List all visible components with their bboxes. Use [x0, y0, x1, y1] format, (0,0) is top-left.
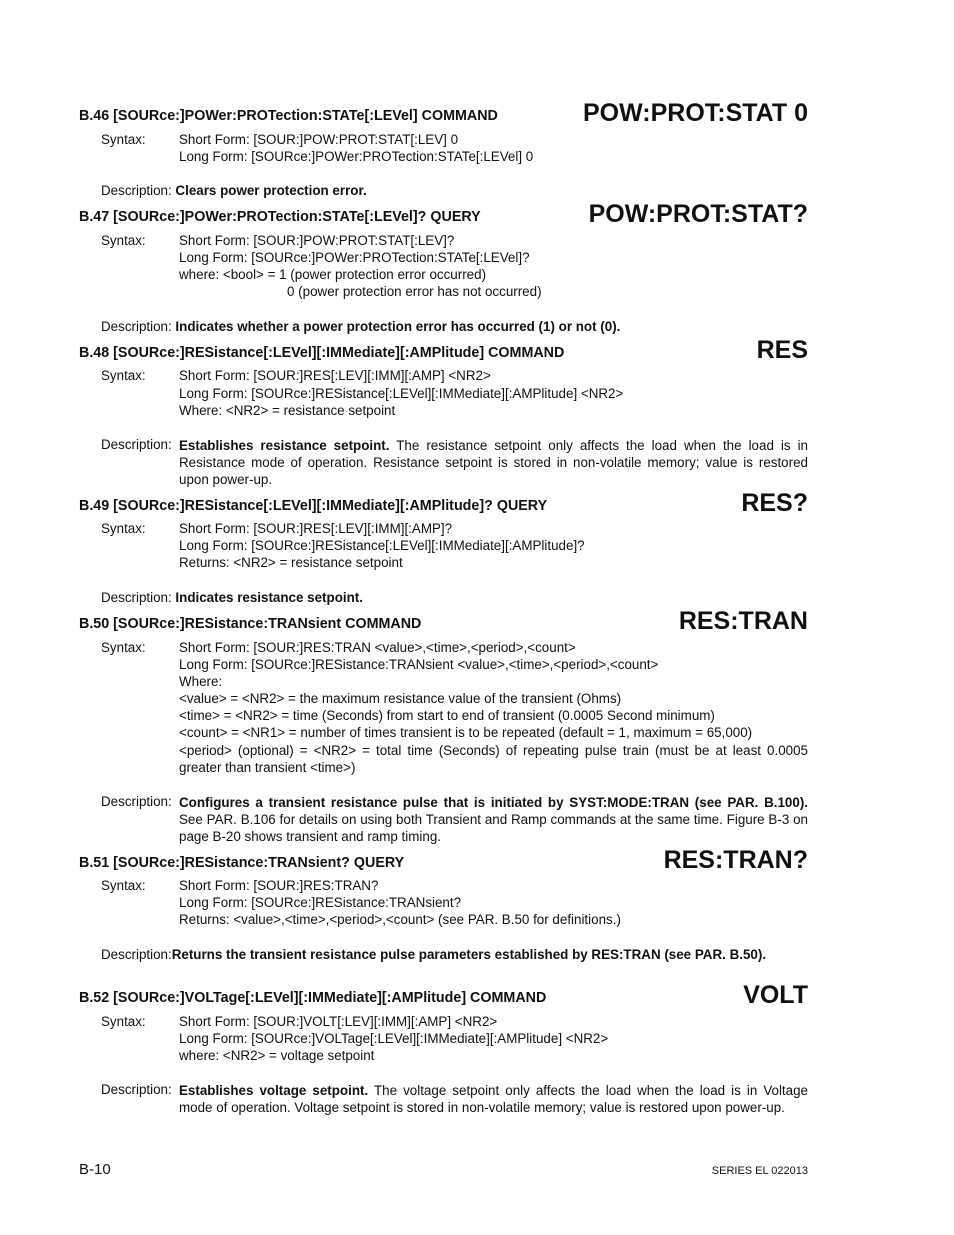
description — [179, 1082, 808, 1116]
description — [179, 794, 808, 846]
syntax-line: Long Form: [SOURce:]POWer:PROTection:STATe[:LEVel] 0 — [179, 149, 534, 164]
description — [101, 183, 367, 198]
description-bold: Establishes voltage setpoint. — [179, 1083, 369, 1098]
description-label: Description: — [101, 319, 176, 334]
page-number: B-10 — [79, 1161, 111, 1178]
description-label: Description: — [101, 590, 176, 605]
command-mnemonic: POW:PROT:STAT? — [588, 200, 808, 228]
syntax-line: Returns: <NR2> = resistance setpoint — [179, 555, 403, 570]
description-bold: Configures a transient resistance pulse that is initiated by SYST:MODE:TRAN (see PAR. B.100). — [179, 795, 808, 810]
description — [101, 947, 766, 962]
syntax-line: Long Form: [SOURce:]POWer:PROTection:STATe[:LEVel]? — [179, 250, 530, 265]
syntax-line: Short Form: [SOUR:]RES[:LEV][:IMM][:AMP]? — [179, 521, 453, 536]
command-mnemonic: RES:TRAN? — [663, 846, 808, 874]
syntax-line: Long Form: [SOURce:]RESistance[:LEVel][:IMMediate][:AMPlitude] <NR2> — [179, 386, 624, 401]
syntax-line: Short Form: [SOUR:]POW:PROT:STAT[:LEV] 0 — [179, 132, 459, 147]
syntax-line: <count> = <NR1> = number of times transient is to be repeated (default = 1, maximum = 65,000) — [179, 725, 753, 740]
description-label: Description: — [101, 437, 172, 452]
description-label: Description: — [101, 947, 172, 962]
syntax-line: Returns: <value>,<time>,<period>,<count> (see PAR. B.50 for definitions.) — [179, 912, 621, 927]
command-mnemonic: RES:TRAN — [678, 607, 808, 635]
description-bold: Clears power protection error. — [175, 183, 367, 198]
description-text: The voltage setpoint only affects the load when the load is in Voltage mode of operation. Voltage setpoint is stored in non-volatile memory; value is restored upon power-up. — [179, 1083, 808, 1116]
description-text: The resistance setpoint only affects the load when the load is in Resistance mode of operation. Resistance setpoint is stored in non-volatile memory; value is restored upon power-up. — [179, 438, 808, 488]
syntax-line: where: <bool> = 1 (power protection error occurred) — [179, 267, 487, 282]
syntax-line: <time> = <NR2> = time (Seconds) from start to end of transient (0.0005 Second minimum) — [179, 708, 715, 723]
description-label: Description: — [101, 1082, 172, 1097]
description — [101, 319, 620, 334]
description-bold: Indicates whether a power protection error has occurred (1) or not (0). — [175, 319, 621, 334]
syntax-line: Long Form: [SOURce:]RESistance[:LEVel][:IMMediate][:AMPlitude]? — [179, 538, 585, 553]
syntax-line: Long Form: [SOURce:]RESistance:TRANsient <value>,<time>,<period>,<count> — [179, 657, 659, 672]
syntax-line: Long Form: [SOURce:]RESistance:TRANsient? — [179, 895, 462, 910]
section-heading: B.51 [SOURce:]RESistance:TRANsient? QUERY — [79, 855, 405, 871]
syntax-line: Where: <NR2> = resistance setpoint — [179, 403, 396, 418]
section-heading: B.52 [SOURce:]VOLTage[:LEVel][:IMMediate][:AMPlitude] COMMAND — [79, 990, 547, 1006]
description — [179, 437, 808, 489]
syntax-label: Syntax: — [101, 1014, 146, 1029]
syntax-label: Syntax: — [101, 132, 146, 147]
command-mnemonic: RES? — [741, 489, 808, 517]
syntax-line: Long Form: [SOURce:]VOLTage[:LEVel][:IMMediate][:AMPlitude] <NR2> — [179, 1031, 609, 1046]
syntax-line: Short Form: [SOUR:]RES:TRAN? — [179, 878, 379, 893]
syntax-line: Short Form: [SOUR:]RES:TRAN <value>,<time>,<period>,<count> — [179, 640, 576, 655]
command-mnemonic: POW:PROT:STAT 0 — [583, 99, 808, 127]
syntax-paragraph: <period> (optional) = <NR2> = total time (Seconds) of repeating pulse train (must be at least 0.0005 greater than transient <time>) — [179, 743, 808, 776]
section-heading: B.50 [SOURce:]RESistance:TRANsient COMMAND — [79, 616, 422, 632]
syntax-line: where: <NR2> = voltage setpoint — [179, 1048, 375, 1063]
syntax-label: Syntax: — [101, 521, 146, 536]
section-heading: B.47 [SOURce:]POWer:PROTection:STATe[:LEVel]? QUERY — [79, 209, 481, 225]
section-heading: B.46 [SOURce:]POWer:PROTection:STATe[:LEVel] COMMAND — [79, 108, 498, 124]
syntax-line: Where: — [179, 674, 223, 689]
command-mnemonic: RES — [756, 336, 808, 364]
section-heading: B.49 [SOURce:]RESistance[:LEVel][:IMMediate][:AMPlitude]? QUERY — [79, 498, 548, 514]
section-heading: B.48 [SOURce:]RESistance[:LEVel][:IMMediate][:AMPlitude] COMMAND — [79, 345, 565, 361]
syntax-line: 0 (power protection error has not occurred) — [287, 284, 542, 299]
command-mnemonic: VOLT — [743, 981, 808, 1009]
syntax-line: Short Form: [SOUR:]VOLT[:LEV][:IMM][:AMP] <NR2> — [179, 1014, 498, 1029]
syntax-line: Short Form: [SOUR:]POW:PROT:STAT[:LEV]? — [179, 233, 455, 248]
syntax-label: Syntax: — [101, 368, 146, 383]
description-bold: Indicates resistance setpoint. — [175, 590, 363, 605]
description-label: Description: — [101, 794, 172, 809]
description-bold: Establishes resistance setpoint. — [179, 438, 390, 453]
description-text: See PAR. B.106 for details on using both Transient and Ramp commands at the same time. Figure B-3 on page B-20 shows transient and ramp timing. — [179, 812, 808, 845]
syntax-line: <value> = <NR2> = the maximum resistance value of the transient (Ohms) — [179, 691, 622, 706]
description-bold: Returns the transient resistance pulse parameters established by RES:TRAN (see PAR. B.50). — [171, 947, 767, 962]
syntax-label: Syntax: — [101, 878, 146, 893]
footer-series: SERIES EL 022013 — [711, 1165, 808, 1177]
description — [101, 590, 363, 605]
description-label: Description: — [101, 183, 176, 198]
syntax-label: Syntax: — [101, 640, 146, 655]
syntax-label: Syntax: — [101, 233, 146, 248]
syntax-line: Short Form: [SOUR:]RES[:LEV][:IMM][:AMP] <NR2> — [179, 368, 491, 383]
